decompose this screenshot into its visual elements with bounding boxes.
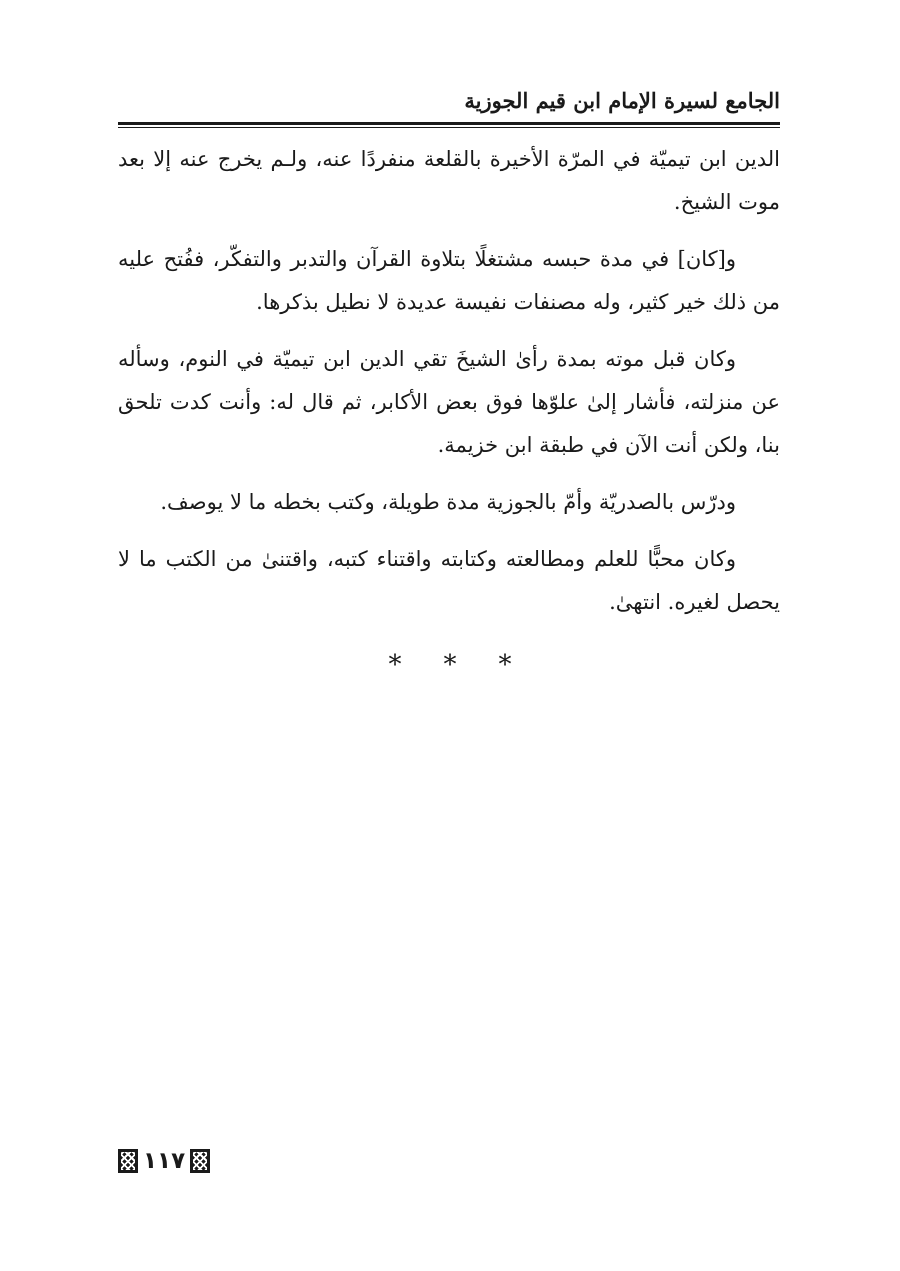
page-number: ١١٧ — [143, 1148, 186, 1174]
paragraph-3: وكان قبل موته بمدة رأىٰ الشيخَ تقي الدين ابن تيميّة في النوم، وسأله عن منزلته، فأشار إلىٰ علوّها فوق بعض الأكابر، ثم قال له: وأنت كدت تلحق بنا، ولكن أنت الآن في طبقة ابن خزيمة. — [118, 347, 780, 457]
header-rule-thick — [118, 122, 780, 125]
separator-asterisk: * — [443, 650, 457, 680]
page-header — [118, 80, 780, 128]
body-text — [118, 138, 780, 638]
paragraph-2: و[كان] في مدة حبسه مشتغلًا بتلاوة القرآن والتدبر والتفكّر، ففُتح عليه من ذلك خير كثير، وله مصنفات نفيسة عديدة لا نطيل بذكرها. — [118, 247, 780, 314]
paragraph-5: وكان محبًّا للعلم ومطالعته وكتابته واقتناء كتبه، واقتنىٰ من الكتب ما لا يحصل لغيره. انتهىٰ. — [118, 547, 780, 614]
separator-asterisk: * — [388, 650, 402, 680]
separator-asterisk: * — [498, 650, 512, 680]
square-ornament-icon — [190, 1149, 210, 1173]
square-ornament-icon — [118, 1149, 138, 1173]
paragraph-4: ودرّس بالصدريّة وأمّ بالجوزية مدة طويلة، وكتب بخطه ما لا يوصف. — [160, 490, 736, 514]
section-separator — [380, 650, 520, 680]
header-rule-thin — [118, 127, 780, 128]
paragraph-1: الدين ابن تيميّة في المرّة الأخيرة بالقلعة منفردًا عنه، ولـم يخرج عنه إلا بعد موت الشيخ. — [118, 147, 780, 214]
running-title: الجامع لسيرة الإمام ابن قيم الجوزية — [464, 88, 780, 113]
page-folio — [118, 1147, 210, 1175]
